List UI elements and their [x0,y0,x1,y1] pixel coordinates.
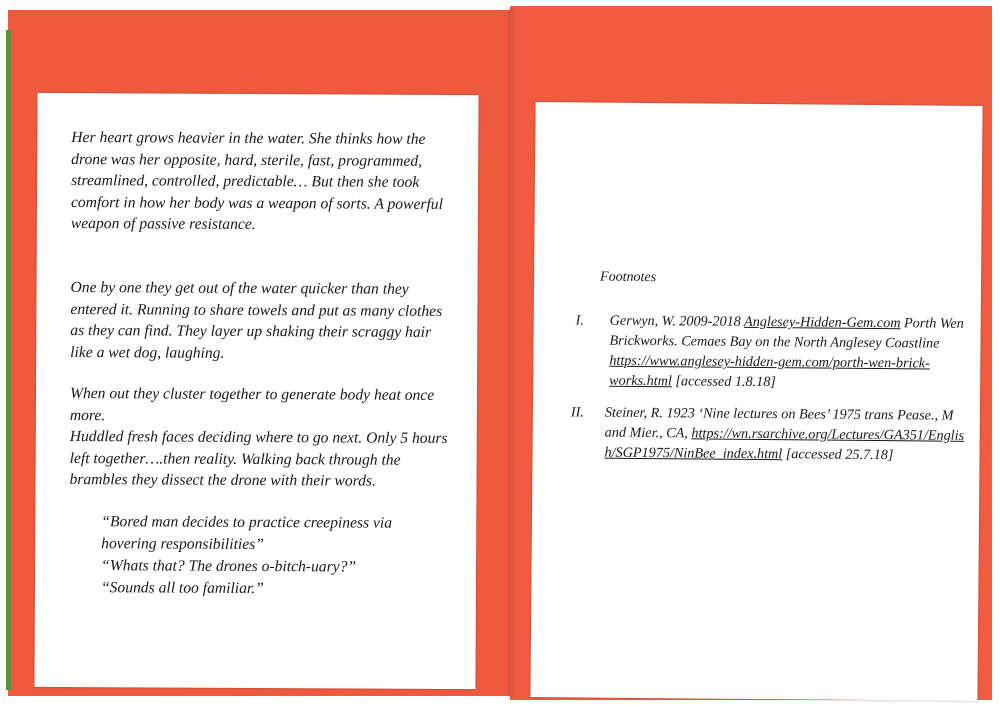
paragraph-3 [69,383,450,492]
footnote-number: I. [575,312,585,329]
quote-2: “Whats that? The drones o-bitch-uary?” [101,557,357,576]
green-spine-edge [6,30,11,690]
footnote-accessed: [accessed 25.7.18] [782,446,894,464]
footnote-citation: Gerwyn, W. 2009-2018 [609,312,745,330]
left-page [34,93,478,689]
footnote-url: https://wn.rsarchive.org/Lectures/GA351/English/SGP1975/NinBee_index.html [604,425,965,463]
paragraph-3a: When out they cluster together to generate body heat once more. [69,385,435,424]
footnote-url: https://www.anglesey-hidden-gem.com/porth-wen-brick-works.html [609,352,930,390]
paragraph-2: One by one they get out of the water quicker than they entered it. Running to share towels and put as many clothes as they can find. They layer up shaking their scraggy hair like a wet dog, laughing. [70,279,443,362]
paragraph-3b: Huddled fresh faces deciding where to go next. Only 5 hours left together….then reality. Walking back through the brambles they dissect the drone with their words. [69,428,448,490]
footnote-1 [575,311,970,394]
right-page [530,102,982,701]
paragraph-1: Her heart grows heavier in the water. She thinks how the drone was her opposite, hard, sterile, fast, programmed, streamlined, controlled, predictable… But then she took comfort in how her body was a weapon of sorts. A powerful weapon of passive resistance. [70,129,443,233]
footnote-2 [570,403,965,466]
footnote-citation: Steiner, R. 1923 ‘Nine lectures on Bees’ 1975 trans Pease., M and Mier., CA, [604,404,954,442]
quote-1: “Bored man decides to practice creepiness via hovering responsibilities” [101,513,393,553]
footnote-citation-detail: Porth Wen Brickworks. Cemaes Bay on the North Anglesey Coastline [609,315,964,352]
quote-3: “Sounds all too familiar.” [100,579,264,598]
footnote-accessed: [accessed 1.8.18] [671,373,776,391]
footnote-site-link: Anglesey-Hidden-Gem.com [744,313,901,332]
book-gutter [508,8,520,698]
footnotes-title: Footnotes [600,269,657,286]
footnote-number: II. [570,404,584,421]
